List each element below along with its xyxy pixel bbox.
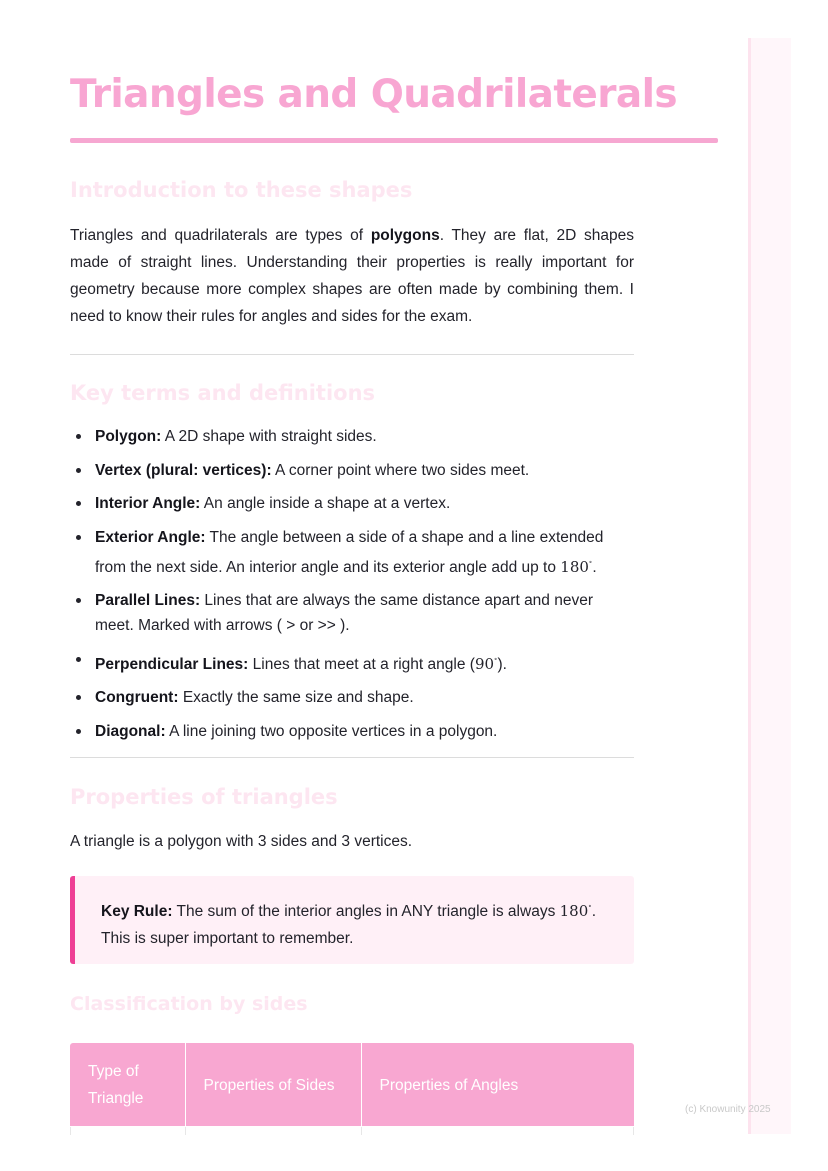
term-definition: A line joining two opposite vertices in a polygon. [165, 722, 498, 740]
callout-label: Key Rule: [101, 903, 173, 920]
intro-bold-term: polygons [370, 227, 440, 244]
term-definition: Lines that are always the same distance apart and never meet. Marked with arrows ( > or >> ). [95, 592, 594, 634]
bullet-icon [76, 434, 81, 439]
key-terms-list [70, 424, 634, 752]
term-definition: A 2D shape with straight sides. [161, 428, 377, 445]
math-value [475, 655, 498, 673]
degree-symbol: ∘ [588, 902, 592, 910]
term-definition: An angle inside a shape at a vertex. [200, 495, 451, 512]
section-divider [70, 757, 634, 758]
list-item [70, 588, 634, 638]
degree-symbol: ∘ [494, 654, 498, 663]
table-header-cell: Type of Triangle [70, 1043, 185, 1126]
math-value [560, 558, 592, 576]
bullet-icon [76, 501, 81, 506]
bullet-icon [76, 535, 81, 540]
list-item [70, 719, 634, 744]
term-label: Interior Angle: [95, 495, 201, 512]
table-border [70, 1127, 71, 1135]
term-definition: Exactly the same size and shape. [178, 689, 414, 706]
section-heading-key-terms: Key terms and definitions [70, 381, 376, 405]
table-header-cell: Properties of Sides [185, 1043, 361, 1126]
term-definition: Lines that meet at a right angle ( [248, 655, 475, 673]
table-header-cell: Properties of Angles [361, 1043, 634, 1126]
table-border [361, 1127, 362, 1135]
degree-symbol: ∘ [588, 557, 593, 566]
side-panel-edge [748, 38, 751, 1134]
copyright-footer: (c) Knowunity 2025 [685, 1104, 771, 1115]
term-label: Vertex (plural: vertices): [95, 461, 272, 479]
list-item [70, 424, 634, 449]
triangle-classification-table [70, 1043, 634, 1126]
term-label: Perpendicular Lines: [95, 655, 249, 673]
callout-body-end: . This is super important to remember. [101, 903, 597, 947]
term-definition: The angle between a side of a shape and a line extended from the next side. An interior angle and its exterior angle add up to [95, 528, 604, 576]
section-heading-introduction: Introduction to these shapes [70, 178, 413, 202]
intro-text-end: . They are flat, 2D shapes made of straight lines. Understanding their properties is really important for geometry because more complex shapes are often made by combining them. I need to know their rules for angles and sides for the exam. [70, 227, 634, 325]
side-margin-panel [748, 38, 791, 1134]
list-item [70, 458, 634, 483]
math-number: 180 [559, 902, 589, 920]
table-border [633, 1127, 634, 1135]
list-item [70, 647, 634, 677]
bullet-icon [76, 657, 81, 662]
term-label: Parallel Lines: [95, 592, 201, 609]
callout-body: The sum of the interior angles in ANY triangle is always [172, 903, 560, 920]
term-label: Polygon: [95, 428, 162, 445]
term-definition-end: ). [497, 655, 507, 673]
triangles-intro: A triangle is a polygon with 3 sides and 3 vertices. [70, 833, 413, 850]
list-item [70, 525, 634, 580]
bullet-icon [76, 468, 81, 473]
math-number: 180 [560, 557, 589, 576]
table-header-row [70, 1043, 634, 1126]
title-underline [70, 138, 718, 143]
term-definition-end: . [592, 558, 597, 576]
callout-accent-bar [70, 876, 75, 964]
subheading-classification-by-sides: Classification by sides [70, 993, 308, 1015]
intro-paragraph [70, 222, 634, 330]
list-item [70, 491, 634, 516]
page-title: Triangles and Quadrilaterals [70, 72, 677, 117]
key-rule-callout [70, 876, 634, 964]
math-number: 90 [474, 654, 495, 673]
term-label: Congruent: [95, 689, 179, 706]
bullet-icon [76, 729, 81, 734]
bullet-icon [76, 695, 81, 700]
table-border [185, 1127, 186, 1135]
term-definition: A corner point where two sides meet. [271, 461, 530, 479]
list-item [70, 685, 634, 710]
term-label: Exterior Angle: [95, 528, 206, 546]
intro-text-start: Triangles and quadrilaterals are types of [70, 227, 371, 244]
bullet-icon [76, 598, 81, 603]
term-label: Diagonal: [95, 722, 166, 740]
section-heading-triangles: Properties of triangles [70, 785, 338, 809]
section-divider [70, 354, 634, 355]
callout-text [101, 893, 621, 952]
table-continuation [70, 1127, 634, 1135]
math-value [560, 902, 592, 920]
